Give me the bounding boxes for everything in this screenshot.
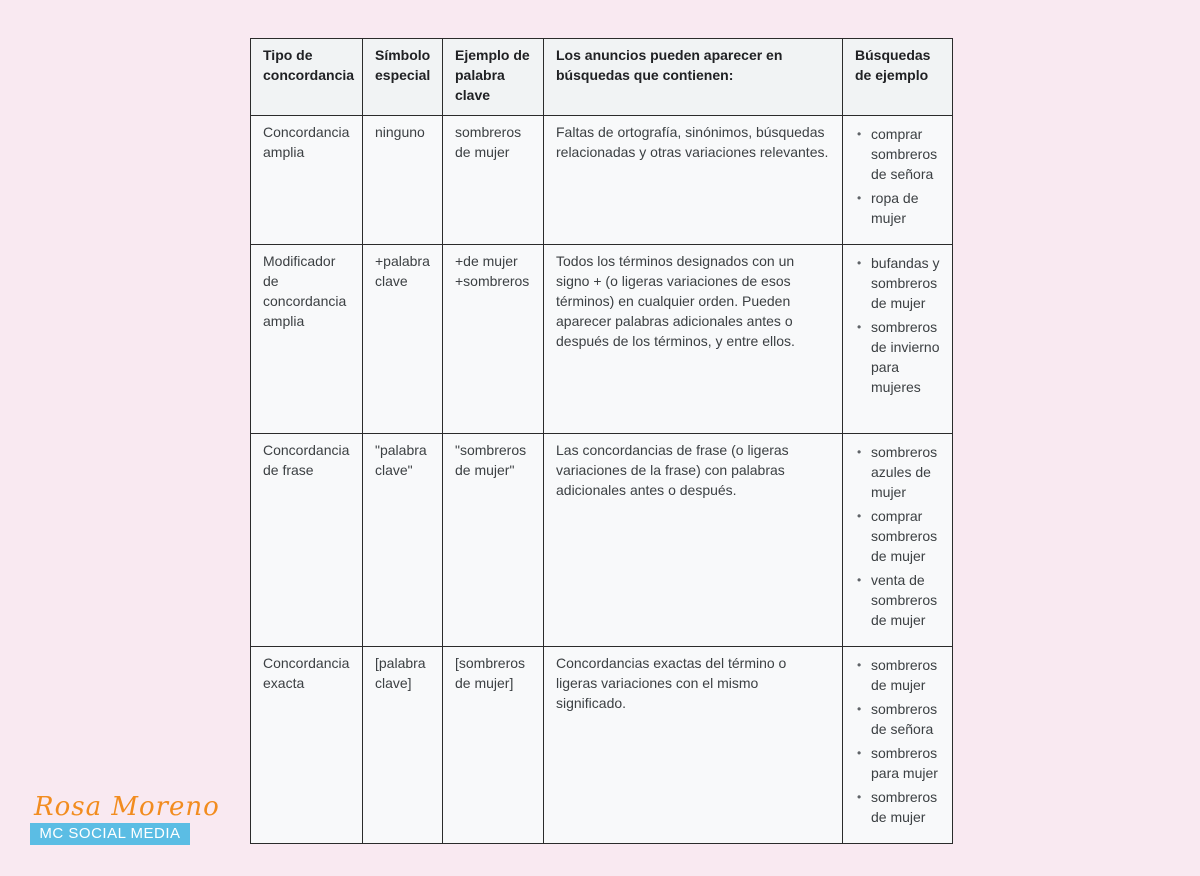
example-search-text: comprar sombreros de mujer [871, 508, 938, 564]
header-busquedas: Búsquedas de ejemplo [843, 39, 953, 116]
example-search-text: sombreros de invierno para mujeres [871, 319, 940, 395]
header-descripcion: Los anuncios pueden aparecer en búsquedas que contienen: [544, 39, 843, 116]
list-item [855, 506, 940, 566]
table-row [251, 116, 953, 245]
cell-descripcion: Faltas de ortografía, sinónimos, búsquedas relacionadas y otras variaciones relevantes. [544, 116, 843, 245]
cell-busquedas [843, 647, 953, 844]
logo-script-name: Rosa Moreno [34, 792, 220, 822]
logo-tagline-bar: MC SOCIAL MEDIA [30, 823, 190, 845]
bullet-icon: • [857, 746, 862, 760]
header-tipo: Tipo de concordancia [251, 39, 363, 116]
cell-descripcion: Las concordancias de frase (o ligeras variaciones de la frase) con palabras adicionales antes o después. [544, 434, 843, 647]
table-row [251, 647, 953, 844]
bullet-icon: • [857, 191, 862, 205]
header-simbolo: Símbolo especial [363, 39, 443, 116]
list-item [855, 699, 940, 739]
example-search-text: venta de sombreros de mujer [871, 572, 938, 628]
list-item [855, 317, 940, 397]
table-row [251, 434, 953, 647]
cell-ejemplo: "sombreros de mujer" [443, 434, 544, 647]
cell-ejemplo: +de mujer +sombreros [443, 245, 544, 434]
example-search-text: sombreros de mujer [871, 657, 938, 693]
cell-descripcion: Concordancias exactas del término o ligeras variaciones con el mismo significado. [544, 647, 843, 844]
header-ejemplo: Ejemplo de palabra clave [443, 39, 544, 116]
cell-ejemplo: [sombreros de mujer] [443, 647, 544, 844]
example-search-list [855, 253, 940, 397]
list-item [855, 188, 940, 228]
cell-descripcion: Todos los términos designados con un signo + (o ligeras variaciones de esos términos) en cualquier orden. Pueden aparecer palabras adicionales antes o después de los términos, y entre ellos. [544, 245, 843, 434]
list-item [855, 787, 940, 827]
example-search-text: sombreros de señora [871, 701, 938, 737]
brand-logo [30, 792, 220, 845]
cell-simbolo: "palabra clave" [363, 434, 443, 647]
example-search-text: bufandas y sombreros de mujer [871, 255, 940, 311]
list-item [855, 253, 940, 313]
cell-busquedas [843, 434, 953, 647]
bullet-icon: • [857, 790, 862, 804]
cell-tipo: Concordancia de frase [251, 434, 363, 647]
match-types-table [250, 38, 953, 844]
cell-tipo: Modificador de concordancia amplia [251, 245, 363, 434]
example-search-list [855, 655, 940, 827]
match-types-table-container [250, 38, 952, 844]
table-row [251, 245, 953, 434]
list-item [855, 655, 940, 695]
cell-busquedas [843, 245, 953, 434]
list-item [855, 570, 940, 630]
bullet-icon: • [857, 256, 862, 270]
bullet-icon: • [857, 658, 862, 672]
bullet-icon: • [857, 702, 862, 716]
cell-simbolo: +palabra clave [363, 245, 443, 434]
example-search-text: sombreros de mujer [871, 789, 938, 825]
cell-tipo: Concordancia exacta [251, 647, 363, 844]
list-item [855, 124, 940, 184]
example-search-text: ropa de mujer [871, 190, 919, 226]
example-search-text: sombreros para mujer [871, 745, 938, 781]
bullet-icon: • [857, 127, 862, 141]
list-item [855, 442, 940, 502]
bullet-icon: • [857, 573, 862, 587]
cell-simbolo: [palabra clave] [363, 647, 443, 844]
cell-tipo: Concordancia amplia [251, 116, 363, 245]
cell-busquedas [843, 116, 953, 245]
example-search-text: comprar sombreros de señora [871, 126, 938, 182]
example-search-list [855, 124, 940, 228]
bullet-icon: • [857, 320, 862, 334]
example-search-text: sombreros azules de mujer [871, 444, 938, 500]
cell-ejemplo: sombreros de mujer [443, 116, 544, 245]
bullet-icon: • [857, 445, 862, 459]
example-search-list [855, 442, 940, 630]
cell-simbolo: ninguno [363, 116, 443, 245]
table-header-row [251, 39, 953, 116]
list-item [855, 743, 940, 783]
bullet-icon: • [857, 509, 862, 523]
